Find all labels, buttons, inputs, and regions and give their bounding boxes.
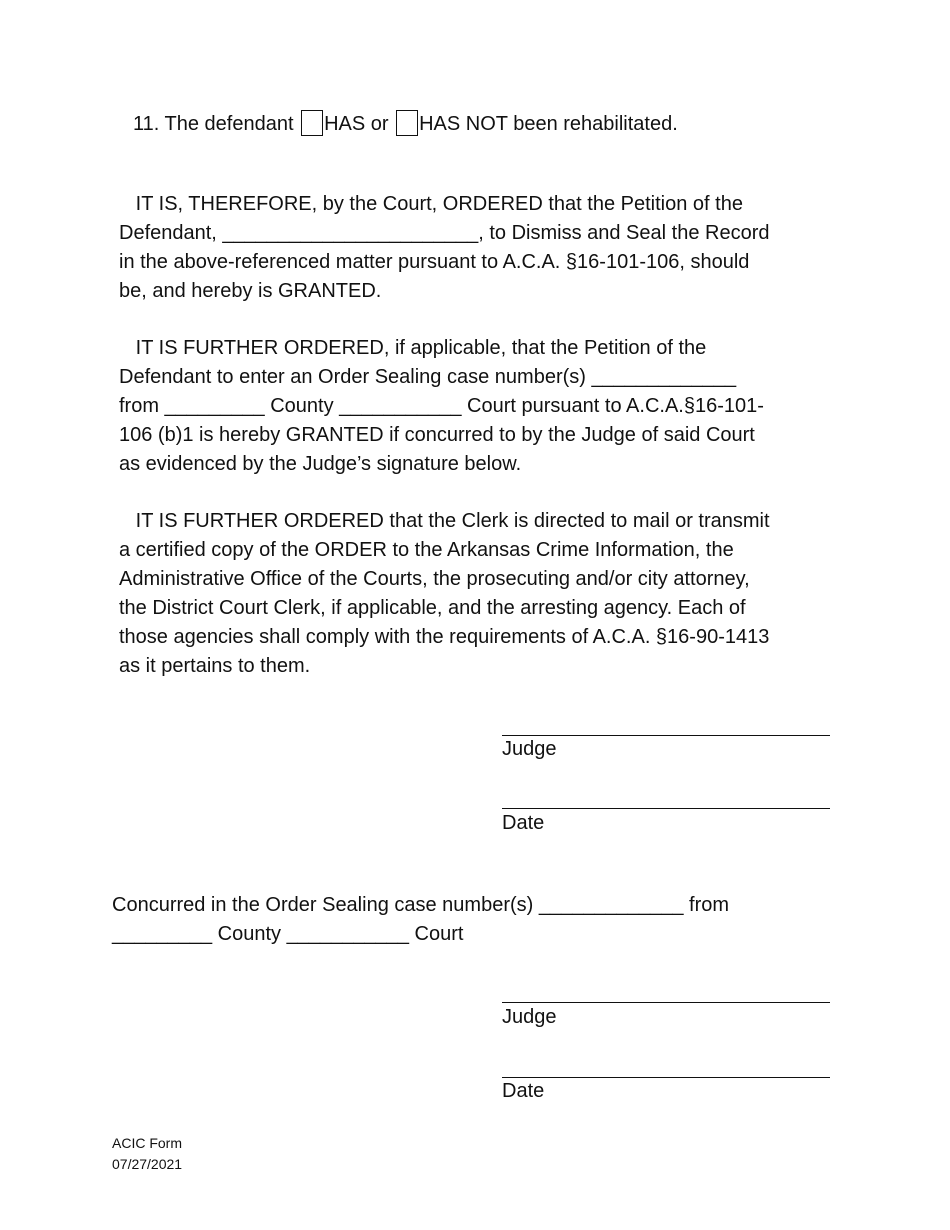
item-11-prefix: 11. The defendant — [133, 113, 294, 135]
concurring-date-label: Date — [502, 1080, 545, 1102]
has-label: HAS or — [324, 113, 389, 135]
date-signature-line[interactable] — [502, 808, 830, 809]
para3-line: Administrative Office of the Courts, the prosecuting and/or city attorney, — [119, 568, 750, 590]
form-name: ACIC Form — [112, 1135, 182, 1151]
concurred-line: _________ County ___________ Court — [112, 923, 464, 945]
form-date: 07/27/2021 — [112, 1156, 183, 1172]
para3-line: as it pertains to them. — [119, 655, 311, 677]
item-11-rehabilitation — [133, 110, 678, 139]
has-not-checkbox[interactable] — [396, 110, 418, 136]
para1-line: in the above-referenced matter pursuant to A.C.A. §16-101-106, should — [119, 251, 750, 273]
judge-label: Judge — [502, 738, 557, 760]
has-checkbox[interactable] — [301, 110, 323, 136]
para1-line: be, and hereby is GRANTED. — [119, 280, 382, 302]
concurring-date-signature-line[interactable] — [502, 1077, 830, 1078]
concurring-judge-label: Judge — [502, 1006, 557, 1028]
para3-line: the District Court Clerk, if applicable, and the arresting agency. Each of — [119, 597, 746, 619]
date-label: Date — [502, 812, 545, 834]
concurred-line: Concurred in the Order Sealing case number(s) _____________ from — [112, 894, 730, 916]
para1-line: Defendant, _______________________, to Dismiss and Seal the Record — [119, 222, 770, 244]
para2-line: from _________ County ___________ Court pursuant to A.C.A.§16-101- — [119, 395, 764, 417]
has-not-label: HAS NOT been rehabilitated. — [419, 113, 678, 135]
para2-line: IT IS FURTHER ORDERED, if applicable, that the Petition of the — [119, 337, 707, 359]
para2-line: Defendant to enter an Order Sealing case number(s) _____________ — [119, 366, 737, 388]
para1-line: IT IS, THEREFORE, by the Court, ORDERED that the Petition of the — [119, 193, 743, 215]
para3-line: IT IS FURTHER ORDERED that the Clerk is directed to mail or transmit — [119, 510, 770, 532]
para2-line: as evidenced by the Judge’s signature below. — [119, 453, 522, 475]
para2-line: 106 (b)1 is hereby GRANTED if concurred to by the Judge of said Court — [119, 424, 755, 446]
para3-line: those agencies shall comply with the requirements of A.C.A. §16-90-1413 — [119, 626, 770, 648]
para3-line: a certified copy of the ORDER to the Arkansas Crime Information, the — [119, 539, 734, 561]
